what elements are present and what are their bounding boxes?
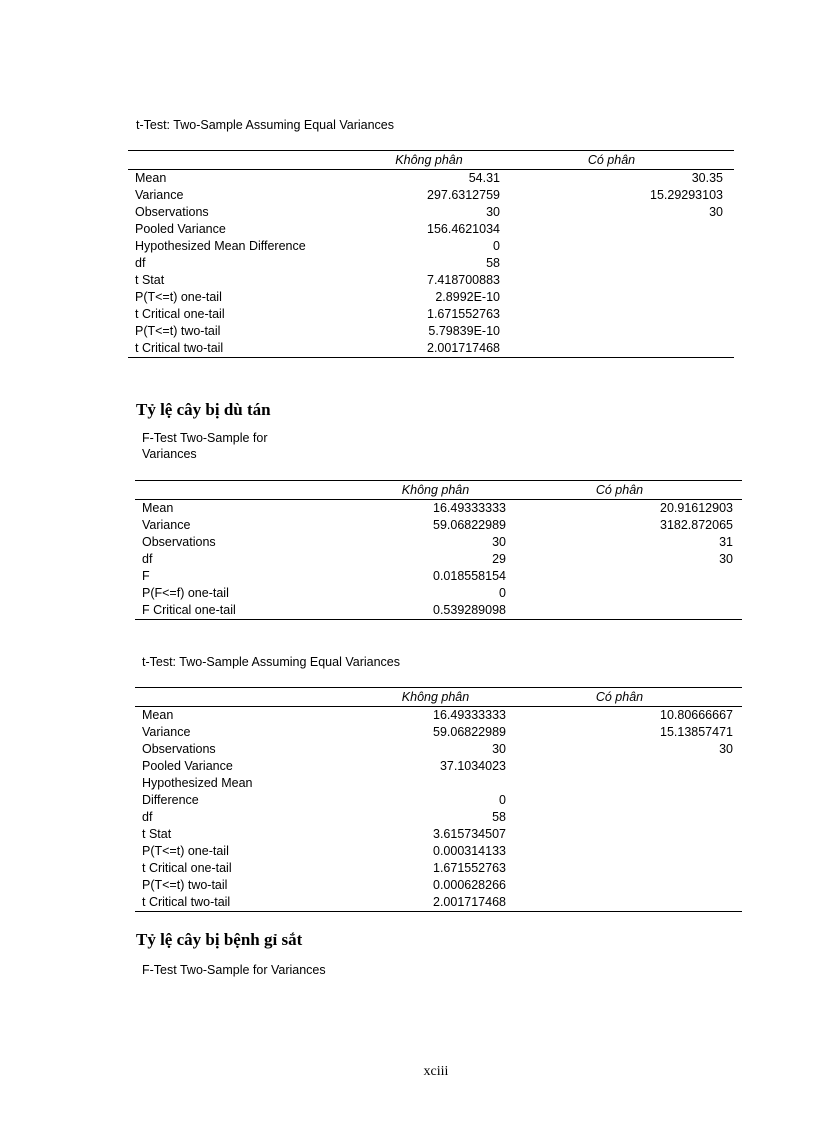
page-number: xciii — [423, 1064, 449, 1079]
value-khong-phan: 30 — [486, 205, 500, 219]
value-khong-phan: 0 — [499, 793, 506, 807]
table-header-row — [135, 688, 742, 707]
table-row — [128, 255, 734, 272]
section-heading-du-tan: Tỷ lệ cây bị dù tán — [136, 400, 271, 419]
row-label: t Critical two-tail — [135, 894, 365, 912]
value-khong-phan: 5.79839E-10 — [428, 324, 500, 338]
table-row — [135, 585, 742, 602]
table2-caption — [142, 430, 268, 462]
table-row — [128, 272, 734, 289]
table-row — [135, 724, 742, 741]
table-row — [135, 860, 742, 877]
table-row — [128, 170, 734, 188]
table-corner-cell — [135, 481, 365, 500]
row-label: df — [135, 256, 146, 270]
table-row — [128, 238, 734, 255]
row-label: Variance — [142, 725, 191, 739]
value-co-phan: 20.91612903 — [660, 501, 733, 515]
value-co-phan — [506, 860, 733, 877]
table-row — [128, 221, 734, 238]
row-label: Variance — [135, 188, 184, 202]
value-co-phan — [506, 894, 733, 912]
value-khong-phan: 37.1034023 — [439, 759, 506, 773]
value-khong-phan: 297.6312759 — [427, 188, 500, 202]
table-row — [128, 340, 734, 358]
table-row — [135, 792, 742, 809]
table-header-row — [128, 151, 734, 170]
value-khong-phan: 1.671552763 — [433, 861, 506, 875]
row-label: Mean — [142, 708, 174, 722]
row-label: Pooled Variance — [142, 759, 233, 773]
value-khong-phan: 59.06822989 — [433, 518, 506, 532]
table-row — [128, 204, 734, 221]
value-khong-phan: 7.418700883 — [427, 273, 500, 287]
row-label: Observations — [142, 535, 216, 549]
table-row — [128, 289, 734, 306]
row-label: t Stat — [135, 273, 165, 287]
table-row — [135, 568, 742, 585]
row-label: Observations — [142, 742, 216, 756]
row-label: t Critical two-tail — [128, 340, 358, 358]
value-khong-phan: 30 — [492, 535, 506, 549]
table1-caption: t-Test: Two-Sample Assuming Equal Variances — [136, 118, 394, 132]
value-khong-phan: 0 — [499, 586, 506, 600]
table-row — [135, 517, 742, 534]
value-co-phan — [506, 792, 733, 809]
table2-caption-line1: F-Test Two-Sample for — [142, 431, 268, 445]
column-header-khong-phan: Không phân — [365, 688, 506, 707]
table-row — [135, 500, 742, 518]
row-label: Mean — [135, 171, 167, 185]
value-khong-phan: 0.539289098 — [365, 602, 506, 620]
value-co-phan — [506, 843, 733, 860]
table-row — [135, 809, 742, 826]
row-label: P(F<=f) one-tail — [142, 586, 229, 600]
value-co-phan — [506, 602, 733, 620]
row-label: P(T<=t) two-tail — [142, 878, 228, 892]
value-khong-phan: 2.001717468 — [358, 340, 500, 358]
row-label: t Stat — [142, 827, 172, 841]
value-khong-phan: 2.001717468 — [365, 894, 506, 912]
value-co-phan: 30 — [719, 742, 733, 756]
value-co-phan: 15.13857471 — [660, 725, 733, 739]
table-row — [128, 323, 734, 340]
value-co-phan: 30 — [719, 552, 733, 566]
table-row — [135, 877, 742, 894]
row-label: df — [142, 810, 153, 824]
row-label: Variance — [142, 518, 191, 532]
row-label: P(T<=t) one-tail — [142, 844, 229, 858]
value-khong-phan: 0.000314133 — [433, 844, 506, 858]
value-co-phan: 30.35 — [691, 171, 723, 185]
value-khong-phan: 58 — [492, 810, 506, 824]
row-label: t Critical one-tail — [135, 307, 225, 321]
value-co-phan — [500, 221, 723, 238]
value-co-phan — [500, 238, 723, 255]
column-header-co-phan: Có phân — [500, 151, 723, 170]
value-co-phan — [506, 826, 733, 843]
value-co-phan — [500, 255, 723, 272]
value-khong-phan: 16.49333333 — [433, 708, 506, 722]
table3-caption: t-Test: Two-Sample Assuming Equal Variances — [142, 655, 400, 669]
value-khong-phan: 16.49333333 — [433, 501, 506, 515]
table-row — [135, 551, 742, 568]
table-row — [135, 894, 742, 912]
value-khong-phan: 156.4621034 — [427, 222, 500, 236]
value-khong-phan: 0.000628266 — [433, 878, 506, 892]
row-label: F — [142, 569, 150, 583]
table2-caption-line2: Variances — [142, 447, 197, 461]
value-co-phan: 10.80666667 — [660, 708, 733, 722]
value-co-phan — [506, 809, 733, 826]
table-corner-cell — [128, 151, 358, 170]
section-heading-gi-sat: Tỷ lệ cây bị bệnh gỉ sắt — [136, 930, 303, 949]
column-header-co-phan: Có phân — [506, 481, 733, 500]
value-co-phan — [500, 272, 723, 289]
value-co-phan — [506, 758, 733, 775]
table-row — [135, 741, 742, 758]
table3-ttest-equal-variances — [135, 687, 742, 912]
value-khong-phan: 58 — [486, 256, 500, 270]
value-khong-phan: 30 — [492, 742, 506, 756]
value-co-phan — [500, 323, 723, 340]
value-co-phan: 31 — [719, 535, 733, 549]
value-khong-phan: 59.06822989 — [433, 725, 506, 739]
row-label: Hypothesized Mean — [142, 776, 253, 790]
value-khong-phan: 3.615734507 — [433, 827, 506, 841]
value-co-phan — [506, 568, 733, 585]
table-corner-cell — [135, 688, 365, 707]
value-co-phan — [500, 289, 723, 306]
row-label: Observations — [135, 205, 209, 219]
row-label: df — [142, 552, 153, 566]
value-khong-phan: 2.8992E-10 — [435, 290, 500, 304]
table-row — [135, 826, 742, 843]
table-row — [135, 758, 742, 775]
table2-ftest-variances — [135, 480, 742, 620]
row-label: Difference — [142, 793, 199, 807]
value-co-phan — [500, 306, 723, 323]
value-khong-phan: 0.018558154 — [433, 569, 506, 583]
row-label: Hypothesized Mean Difference — [135, 239, 306, 253]
table-row — [135, 843, 742, 860]
row-label: Pooled Variance — [135, 222, 226, 236]
row-label: P(T<=t) two-tail — [135, 324, 221, 338]
table-row — [135, 707, 742, 725]
table-row — [135, 775, 742, 792]
column-header-co-phan: Có phân — [506, 688, 733, 707]
table-row — [135, 602, 742, 620]
value-co-phan — [500, 340, 723, 358]
row-label: t Critical one-tail — [142, 861, 232, 875]
table-header-row — [135, 481, 742, 500]
value-khong-phan: 29 — [492, 552, 506, 566]
table-row — [128, 306, 734, 323]
row-label: Mean — [142, 501, 174, 515]
table1-ttest-equal-variances — [128, 150, 734, 358]
column-header-khong-phan: Không phân — [365, 481, 506, 500]
table-row — [128, 187, 734, 204]
value-co-phan — [506, 877, 733, 894]
value-co-phan: 30 — [709, 205, 723, 219]
value-co-phan: 15.29293103 — [650, 188, 723, 202]
value-co-phan — [506, 585, 733, 602]
value-khong-phan: 0 — [493, 239, 500, 253]
table-row — [135, 534, 742, 551]
value-co-phan: 3182.872065 — [660, 518, 733, 532]
value-khong-phan: 1.671552763 — [427, 307, 500, 321]
value-co-phan — [506, 775, 733, 792]
value-khong-phan: 54.31 — [468, 171, 500, 185]
table4-caption: F-Test Two-Sample for Variances — [142, 963, 326, 977]
column-header-khong-phan: Không phân — [358, 151, 500, 170]
value-khong-phan — [365, 775, 506, 792]
row-label: F Critical one-tail — [135, 602, 365, 620]
row-label: P(T<=t) one-tail — [135, 290, 222, 304]
